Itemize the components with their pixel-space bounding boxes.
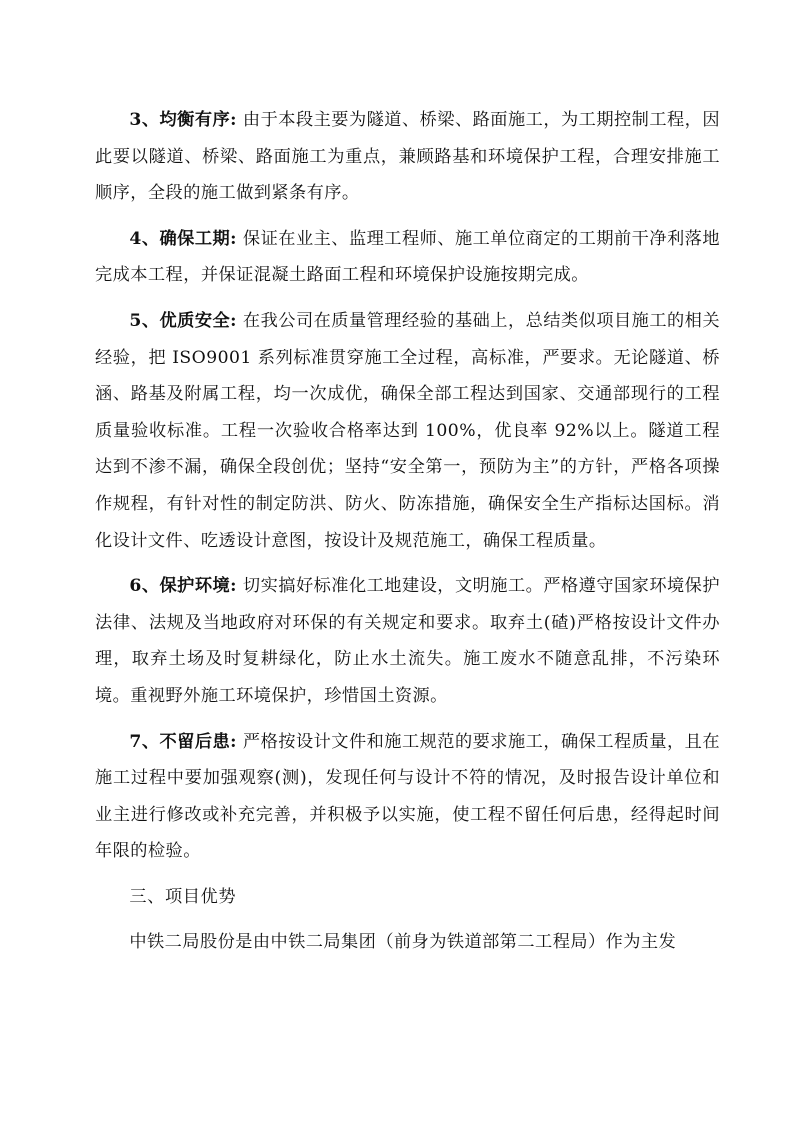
paragraph-heading: 3、均衡有序: [129, 110, 237, 130]
paragraph-body: 由于本段主要为隧道、桥梁、路面施工，为工期控制工程，因此要以隧道、桥梁、路面施工为重点，兼顾路基和环境保护工程，合理安排施工顺序，全段的施工做到紧条有序。 [95, 110, 720, 204]
paragraph-body: 严格按设计文件和施工规范的要求施工，确保工程质量，且在施工过程中要加强观察(测)，发现任何与设计不符的情况，及时报告设计单位和业主进行修改或补充完善，并积极予以实施，使工程不留任何后患，经得起时间年限的检验。 [95, 731, 720, 862]
paragraph-no-hidden-risk [95, 724, 720, 870]
paragraph-environment [95, 568, 720, 714]
paragraph-body: 切实搞好标准化工地建设，文明施工。严格遵守国家环境保护法律、法规及当地政府对环保的有关规定和要求。取弃土(碴)严格按设计文件办理，取弃土场及时复耕绿化，防止水土流失。施工废水不随意乱排，不污染环境。重视野外施工环境保护，珍惜国土资源。 [95, 576, 720, 706]
paragraph-heading: 4、确保工期: [129, 228, 237, 249]
paragraph-balanced-order [95, 102, 720, 212]
section-title: 三、项目优势 [129, 886, 237, 907]
paragraph-body: 保证在业主、监理工程师、施工单位商定的工期前干净利落地完成本工程，并保证混凝土路面工程和环境保护设施按期完成。 [95, 228, 720, 286]
paragraph-ensure-schedule [95, 221, 720, 294]
paragraph-body: 在我公司在质量管理经验的基础上，总结类似项目施工的相关经验，把 ISO9001 系列标准贯穿施工全过程，高标准，严要求。无论隧道、桥涵、路基及附属工程，均一次成优，确保全部工程达到国家、交通部现行的工程质量验收标准。工程一次验收合格率达到 100%，优良率 92%以上。隧道工程达到不渗不漏，确保全段创优；坚持“安全第一，预防为主”的方针，严格各项操作规程，有针对性的制定防洪、防火、防冻措施，确保安全生产指标达国标。消化设计文件、吃透设计意图，按设计及规范施工，确保工程质量。 [95, 310, 720, 551]
paragraph-company-intro: 中铁二局股份是由中铁二局集团（前身为铁道部第二工程局）作为主发 [129, 932, 677, 953]
paragraph-heading: 6、保护环境: [129, 576, 237, 597]
paragraph-heading: 7、不留后患: [129, 731, 237, 752]
paragraph-heading: 5、优质安全: [129, 310, 237, 331]
document-page [95, 102, 720, 970]
paragraph-quality-safety [95, 303, 720, 559]
